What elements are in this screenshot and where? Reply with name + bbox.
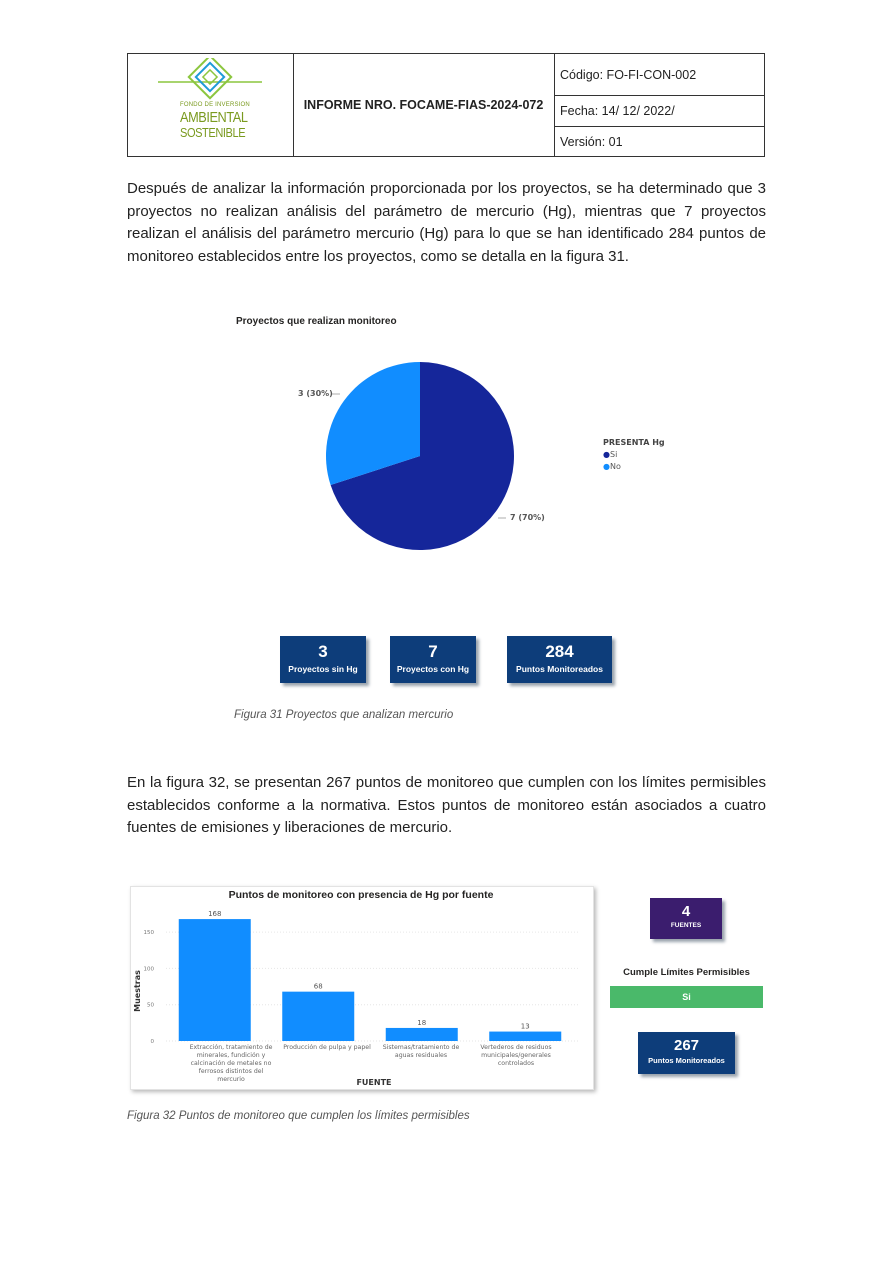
date-field: Fecha: 14/ 12/ 2022/ <box>555 96 765 127</box>
x-category-label: Producción de pulpa y papel <box>283 1044 371 1051</box>
kpi-puntos-monitoreados <box>507 636 612 683</box>
bar <box>386 1028 458 1041</box>
legend-item-no: ●No <box>603 462 621 471</box>
pie-chart <box>280 350 580 560</box>
y-tick-label: 150 <box>143 930 154 937</box>
kpi-value: 284 <box>545 642 574 661</box>
bar-value-label: 18 <box>417 1018 427 1027</box>
x-category-label: Sistemas/tratamiento de aguas residuales <box>382 1044 460 1059</box>
cumple-value-badge: Si <box>610 986 763 1008</box>
figure-31-caption: Figura 31 Proyectos que analizan mercurio <box>234 709 454 721</box>
x-category-label: Extracción, tratamiento de minerales, fundición y calcinación de metales no ferrosos distintos del mercurio <box>189 1044 273 1083</box>
figure-32-caption: Figura 32 Puntos de monitoreo que cumplen los límites permisibles <box>127 1110 470 1122</box>
kpi-label: Puntos Monitoreados <box>648 1056 725 1065</box>
kpi-label: Proyectos sin Hg <box>288 664 358 674</box>
x-axis-label: FUENTE <box>356 1078 392 1087</box>
pie-label-no: 3 (30%) <box>298 389 333 398</box>
code-field: Código: FO-FI-CON-002 <box>555 54 765 96</box>
kpi-value: 267 <box>673 1037 700 1054</box>
document-header <box>127 53 765 157</box>
pie-legend-title: PRESENTA Hg <box>603 438 665 447</box>
logo-diamond-icon <box>158 58 268 108</box>
bar-value-label: 68 <box>313 982 323 991</box>
bar <box>489 1032 561 1041</box>
kpi-proyectos-con-hg <box>390 636 476 683</box>
version-field: Versión: 01 <box>560 134 623 149</box>
kpi-value: 4 <box>681 903 691 920</box>
logo-text-line3: SOSTENIBLE <box>180 125 246 140</box>
report-title: INFORME NRO. FOCAME-FIAS-2024-072 <box>303 98 544 112</box>
pie-title: Proyectos que realizan monitoreo <box>236 316 397 327</box>
kpi-label: Puntos Monitoreados <box>516 664 603 674</box>
y-axis-label: Muestras <box>133 970 142 1012</box>
kpi-label: FUENTES <box>670 922 702 929</box>
x-category-label: Vertederos de residuos municipales/generales controlados <box>480 1044 552 1067</box>
kpi-puntos-monitoreados-cumplen <box>638 1032 735 1074</box>
pie-label-si: 7 (70%) <box>510 513 545 522</box>
legend-dot-si-icon: ● <box>603 450 610 459</box>
kpi-value: 3 <box>318 642 328 661</box>
paragraph-1: Después de analizar la información proporcionada por los proyectos, se ha determinado que 3 proyectos no realizan análisis del parámetro de mercurio (Hg), mientras que 7 proyectos realizan el análisis del parámetro mercurio (Hg) para lo que se han identificado 284 puntos de monitoreo establecidos entre los proyectos, como se detalla en la figura 31. <box>127 180 766 265</box>
bar-value-label: 168 <box>208 910 222 919</box>
bar <box>282 992 354 1041</box>
y-tick-label: 0 <box>150 1039 154 1045</box>
kpi-value: 7 <box>428 642 438 661</box>
logo <box>128 54 294 156</box>
bar-chart-title: Puntos de monitoreo con presencia de Hg por fuente <box>228 889 494 901</box>
kpi-label: Proyectos con Hg <box>396 664 470 674</box>
logo-text-line1: FONDO DE INVERSION <box>180 102 250 108</box>
y-tick-label: 50 <box>147 1002 154 1009</box>
legend-item-si: ●Si <box>603 450 618 459</box>
paragraph-2: En la figura 32, se presentan 267 puntos de monitoreo que cumplen con los límites permisibles establecidos conforme a la normativa. Estos puntos de monitoreo están asociados a cuatro fuentes de emisiones y liberaciones de mercurio. <box>127 774 766 837</box>
report-title-cell <box>293 54 555 156</box>
logo-text-line2: AMBIENTAL <box>180 109 248 126</box>
kpi-proyectos-sin-hg <box>280 636 366 683</box>
legend-dot-no-icon: ● <box>603 462 610 471</box>
y-tick-label: 100 <box>143 966 154 973</box>
kpi-fuentes <box>650 898 722 939</box>
bar-value-label: 13 <box>520 1022 530 1031</box>
bar <box>179 919 251 1041</box>
cumple-title: Cumple Límites Permisibles <box>623 967 750 978</box>
